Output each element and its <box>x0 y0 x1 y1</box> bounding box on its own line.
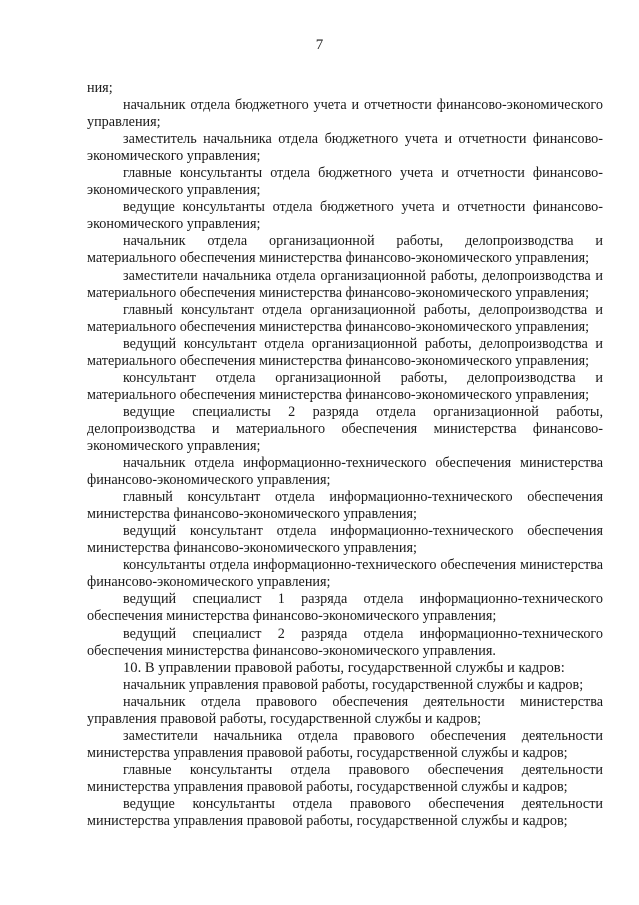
list-paragraph: главные консультанты отдела бюджетного учета и отчетности финансово-экономического управления; <box>87 165 603 199</box>
list-paragraph: ведущий специалист 2 разряда отдела информационно-технического обеспечения министерства финансово-экономического управления. <box>87 625 603 659</box>
list-paragraph: главный консультант отдела информационно-технического обеспечения министерства финансово-экономического управления; <box>87 489 603 523</box>
list-paragraph: главные консультанты отдела правового обеспечения деятельности министерства управления правовой работы, государственной службы и кадров; <box>87 761 603 795</box>
list-paragraph: главный консультант отдела организационной работы, делопроизводства и материального обеспечения министерства финансово-экономического управления; <box>87 301 603 335</box>
list-paragraph: ведущие консультанты отдела правового обеспечения деятельности министерства управления правовой работы, государственной службы и кадров; <box>87 795 603 830</box>
list-paragraph: консультанты отдела информационно-технического обеспечения министерства финансово-экономического управления; <box>87 557 603 591</box>
list-paragraph: заместитель начальника отдела бюджетного учета и отчетности финансово-экономического управления; <box>87 131 603 165</box>
list-paragraph: начальник отдела бюджетного учета и отчетности финансово-экономического управления; <box>87 97 603 131</box>
document-body <box>87 80 603 830</box>
list-paragraph: ведущие консультанты отдела бюджетного учета и отчетности финансово-экономического управления; <box>87 199 603 233</box>
list-paragraph: ведущий консультант отдела организационной работы, делопроизводства и материального обеспечения министерства финансово-экономического управления; <box>87 335 603 369</box>
list-paragraph: начальник отдела информационно-технического обеспечения министерства финансово-экономического управления; <box>87 455 603 489</box>
list-paragraph: консультант отдела организационной работы, делопроизводства и материального обеспечения министерства финансово-экономического управления; <box>87 369 603 403</box>
list-paragraph: заместители начальника отдела правового обеспечения деятельности министерства управления правовой работы, государственной службы и кадров; <box>87 727 603 761</box>
list-paragraph: ведущий специалист 1 разряда отдела информационно-технического обеспечения министерства финансово-экономического управления; <box>87 591 603 625</box>
list-paragraph: ведущий консультант отдела информационно-технического обеспечения министерства финансово-экономического управления; <box>87 523 603 557</box>
list-paragraph: ния; <box>87 80 113 96</box>
list-paragraph: начальник отдела правового обеспечения деятельности министерства управления правовой работы, государственной службы и кадров; <box>87 693 603 727</box>
page-number: 7 <box>315 37 324 53</box>
list-paragraph: заместители начальника отдела организационной работы, делопроизводства и материального обеспечения министерства финансово-экономического управления; <box>87 267 603 301</box>
list-paragraph: ведущие специалисты 2 разряда отдела организационной работы, делопроизводства и материального обеспечения министерства финансово-экономического управления; <box>87 403 603 454</box>
section-heading: 10. В управлении правовой работы, государственной службы и кадров: <box>123 659 565 676</box>
list-paragraph: начальник управления правовой работы, государственной службы и кадров; <box>123 676 584 693</box>
list-paragraph: начальник отдела организационной работы, делопроизводства и материального обеспечения министерства финансово-экономического управления; <box>87 233 603 267</box>
